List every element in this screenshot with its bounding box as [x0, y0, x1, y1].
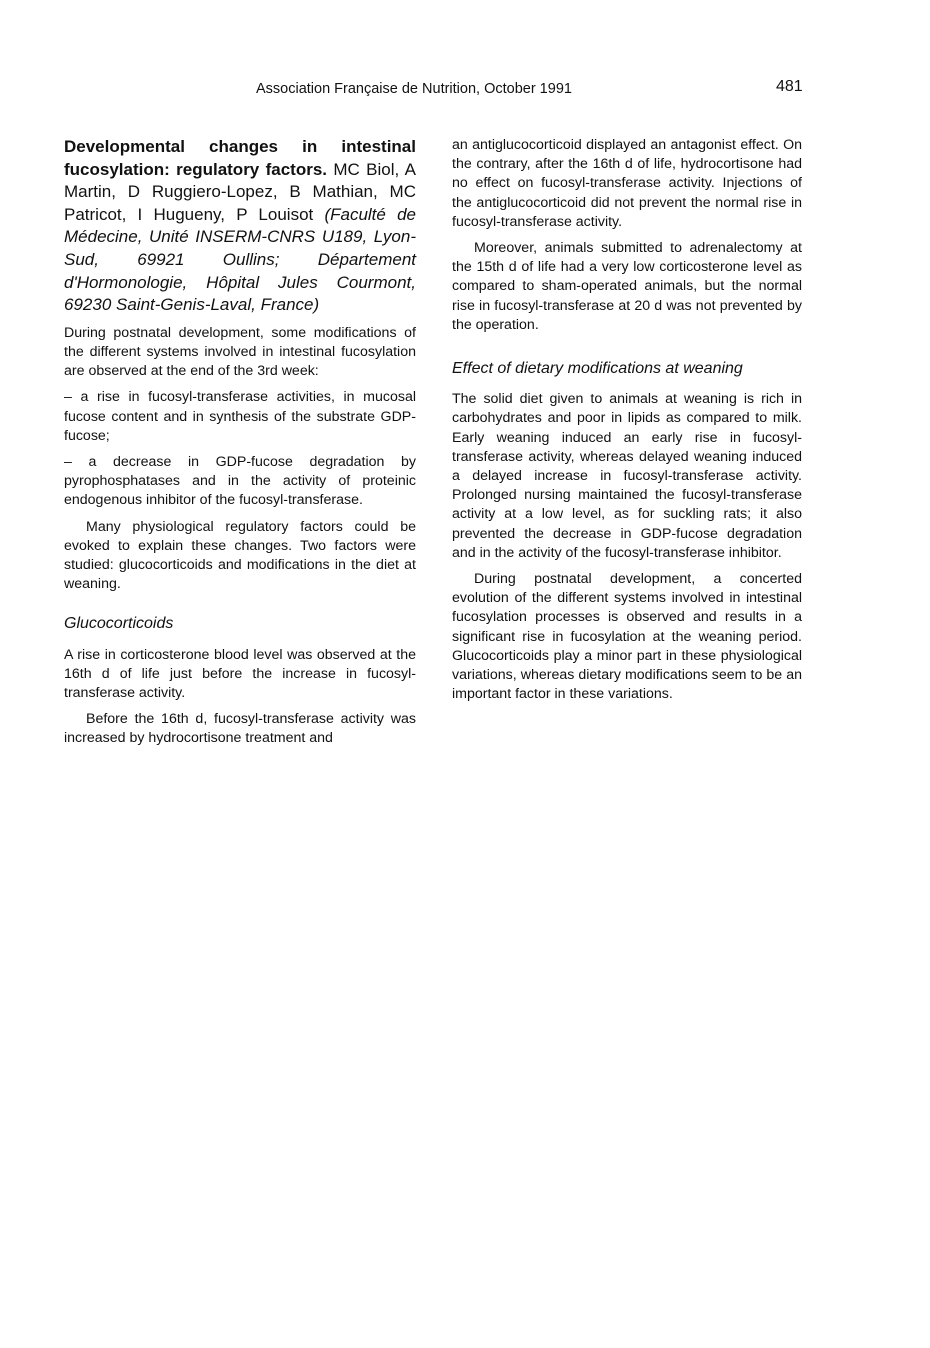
article-affiliation: (Faculté de Médecine, Unité INSERM-CNRS U189, Lyon-Sud, 69921 Oullins; Département d'Hormonologie, Hôpital Jules Courmont, 69230 Saint-Genis-Laval, France) [64, 204, 416, 315]
running-header: Association Française de Nutrition, October 1991 [256, 81, 572, 97]
article-authors: MC Biol, A Martin, D Ruggiero-Lopez, B Mathian, MC Patricot, I Hugueny, P Louisot [64, 159, 416, 224]
adrenalectomy-paragraph: Moreover, animals submitted to adrenalectomy at the 15th d of life had a very low corticosterone level as compared to sham-operated animals, but the normal rise in fucosyl-transferase at 20 d was not prevented by the operation. [452, 240, 802, 333]
antiglucocorticoid-paragraph: an antiglucocorticoid displayed an antagonist effect. On the contrary, after the 16th d of life, hydrocortisone had no effect on fucosyl-transferase activity. Injections of the antiglucocorticoid did not prevent the normal rise in fucosyl-transferase activity. [452, 137, 802, 230]
right-column [452, 136, 802, 711]
list-item-rise: – a rise in fucosyl-transferase activities, in mucosal fucose content and in synthesis of the substrate GDP-fucose; [64, 389, 416, 444]
conclusion-paragraph: During postnatal development, a concerted evolution of the different systems involved in intestinal fucosylation processes is observed and results in a significant rise in fucosylation at the weaning period. Glucocorticoids play a minor part in these physiological variations, whereas dietary modifications seem to be an important factor in these variations. [452, 571, 802, 703]
page-number: 481 [776, 78, 803, 95]
article-heading [64, 136, 416, 317]
hydrocortisone-paragraph: Before the 16th d, fucosyl-transferase activity was increased by hydrocortisone treatment and [64, 711, 416, 747]
corticosterone-paragraph: A rise in corticosterone blood level was observed at the 16th d of life just before the increase in fucosyl-transferase activity. [64, 646, 416, 701]
section-heading-glucocorticoids: Glucocorticoids [64, 615, 174, 633]
article-title: Developmental changes in intestinal fucosylation: regulatory factors. [64, 137, 416, 179]
left-column [64, 136, 416, 756]
section-heading-dietary: Effect of dietary modifications at weaning [452, 360, 743, 378]
list-item-decrease: – a decrease in GDP-fucose degradation by pyrophosphatases and in the activity of proteinic endogenous inhibitor of the fucosyl-transferase. [64, 453, 416, 509]
regulatory-factors-paragraph: Many physiological regulatory factors could be evoked to explain these changes. Two factors were studied: glucocorticoids and modifications in the diet at weaning. [64, 518, 416, 593]
intro-paragraph: During postnatal development, some modifications of the different systems involved in intestinal fucosylation are observed at the end of the 3rd week: [64, 324, 416, 380]
solid-diet-paragraph: The solid diet given to animals at weaning is rich in carbohydrates and poor in lipids as compared to milk. Early weaning induced an early rise in fucosyl-transferase activity, whereas delayed weaning induced a delayed increase in fucosyl-transferase activity. Prolonged nursing maintained the fucosyl-transferase activity at a low level, as for suckling rats; it also prevented the decrease in GDP-fucose degradation and in the activity of the fucosyl-transferase inhibitor. [452, 391, 802, 561]
